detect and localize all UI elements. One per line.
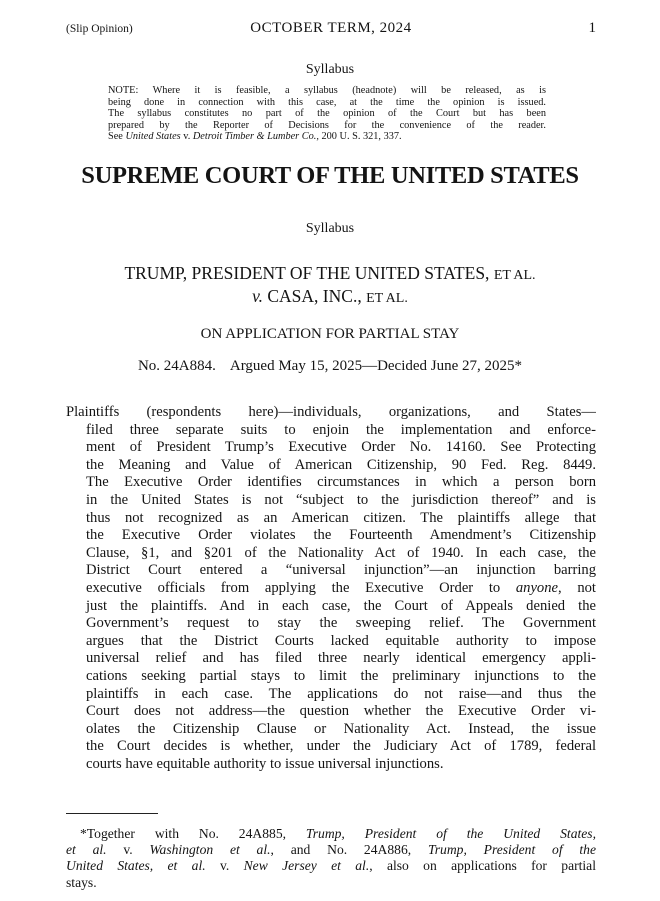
syllabus-header-top: Syllabus (305, 62, 355, 77)
body-line: The Executive Order identifies circumstances in which a person born (86, 474, 596, 491)
court-name: SUPREME COURT OF THE UNITED STATES (81, 162, 579, 189)
body-line: executive officials from applying the Executive Order to anyone, not (86, 579, 596, 596)
footnote-line: United States, et al. v. New Jersey et al., also on applications for partial (66, 858, 596, 874)
footnote-divider (66, 813, 158, 814)
application-type: ON APPLICATION FOR PARTIAL STAY (200, 326, 460, 342)
body-line: thus not recognized as an American citizen. The plaintiffs allege that (86, 509, 596, 526)
body-line: the Executive Order violates the Fourteenth Amendment’s Citizenship (86, 527, 596, 544)
body-line: Court does not address—the question whether the Executive Order vi- (86, 703, 596, 720)
syllabus-body (66, 404, 596, 773)
slip-opinion-label: (Slip Opinion) (66, 23, 133, 35)
case-caption-petitioner: TRUMP, PRESIDENT OF THE UNITED STATES, ET AL. (124, 263, 536, 283)
body-line: filed three separate suits to enjoin the implementation and enforce- (86, 421, 596, 438)
headnote-notice (108, 85, 546, 143)
page-number: 1 (588, 20, 596, 36)
footnote-line: stays. (66, 874, 97, 890)
argued-decided-dates: Argued May 15, 2025—Decided June 27, 2025* (229, 358, 523, 374)
note-line: The syllabus constitutes no part of the opinion of the Court but has been (108, 108, 546, 120)
body-line: the Court decides is whether, under the Judiciary Act of 1789, federal (86, 738, 596, 755)
case-name: Detroit Timber & Lumber Co., (192, 131, 319, 143)
body-line: argues that the District Courts lacked equitable authority to impose (86, 632, 596, 649)
note-line: NOTE: Where it is feasible, a syllabus (headnote) will be released, as is (108, 85, 546, 96)
note-citation-line: See United States v. Detroit Timber & Lumber Co., 200 U. S. 321, 337. (108, 131, 402, 143)
body-line: cations seeking partial stays to limit the preliminary injunctions to the (86, 667, 596, 684)
body-line: in the United States is not “subject to the jurisdiction thereof” and is (86, 491, 596, 508)
body-line: ment of President Trump’s Executive Order No. 14160. See Protecting (86, 439, 596, 456)
case-caption-respondent: v. CASA, INC., ET AL. (252, 286, 408, 306)
term-heading: OCTOBER TERM, 2024 (250, 20, 412, 36)
body-line: the Meaning and Value of American Citizenship, 90 Fed. Reg. 8449. (86, 456, 596, 473)
syllabus-label: Syllabus (305, 221, 355, 236)
running-head (66, 20, 596, 40)
body-line: plaintiffs in each case. The applications do not raise—and thus the (86, 685, 596, 702)
emphasis: anyone (515, 579, 559, 596)
body-line: Plaintiffs (respondents here)—individuals, organizations, and States— (66, 404, 596, 420)
body-line: Clause, §1, and §201 of the Nationality Act of 1940. In each case, the (86, 544, 596, 561)
body-line: olates the Citizenship Clause or Nationality Act. Instead, the issue (86, 720, 596, 737)
body-line: universal relief and has filed three nearly identical emergency appli- (86, 650, 596, 667)
footnote (66, 826, 596, 891)
body-line: courts have equitable authority to issue universal injunctions. (86, 755, 444, 772)
footnote-line: et al. v. Washington et al., and No. 24A886, Trump, President of the (66, 842, 596, 858)
footnote-line: *Together with No. 24A885, Trump, President of the United States, (80, 826, 596, 841)
note-line: being done in connection with this case, at the time the opinion is issued. (108, 96, 546, 108)
body-line: District Court entered a “universal injunction”—an injunction barring (86, 562, 596, 579)
note-line: prepared by the Reporter of Decisions for the convenience of the reader. (108, 119, 546, 131)
body-line: just the plaintiffs. And in each case, the Court of Appeals denied the (86, 597, 596, 614)
docket-number: No. 24A884. (137, 358, 216, 374)
body-line: Government’s request to stay the sweeping relief. The Government (86, 615, 596, 632)
case-name: United States (125, 131, 181, 143)
docket-line (0, 358, 660, 375)
